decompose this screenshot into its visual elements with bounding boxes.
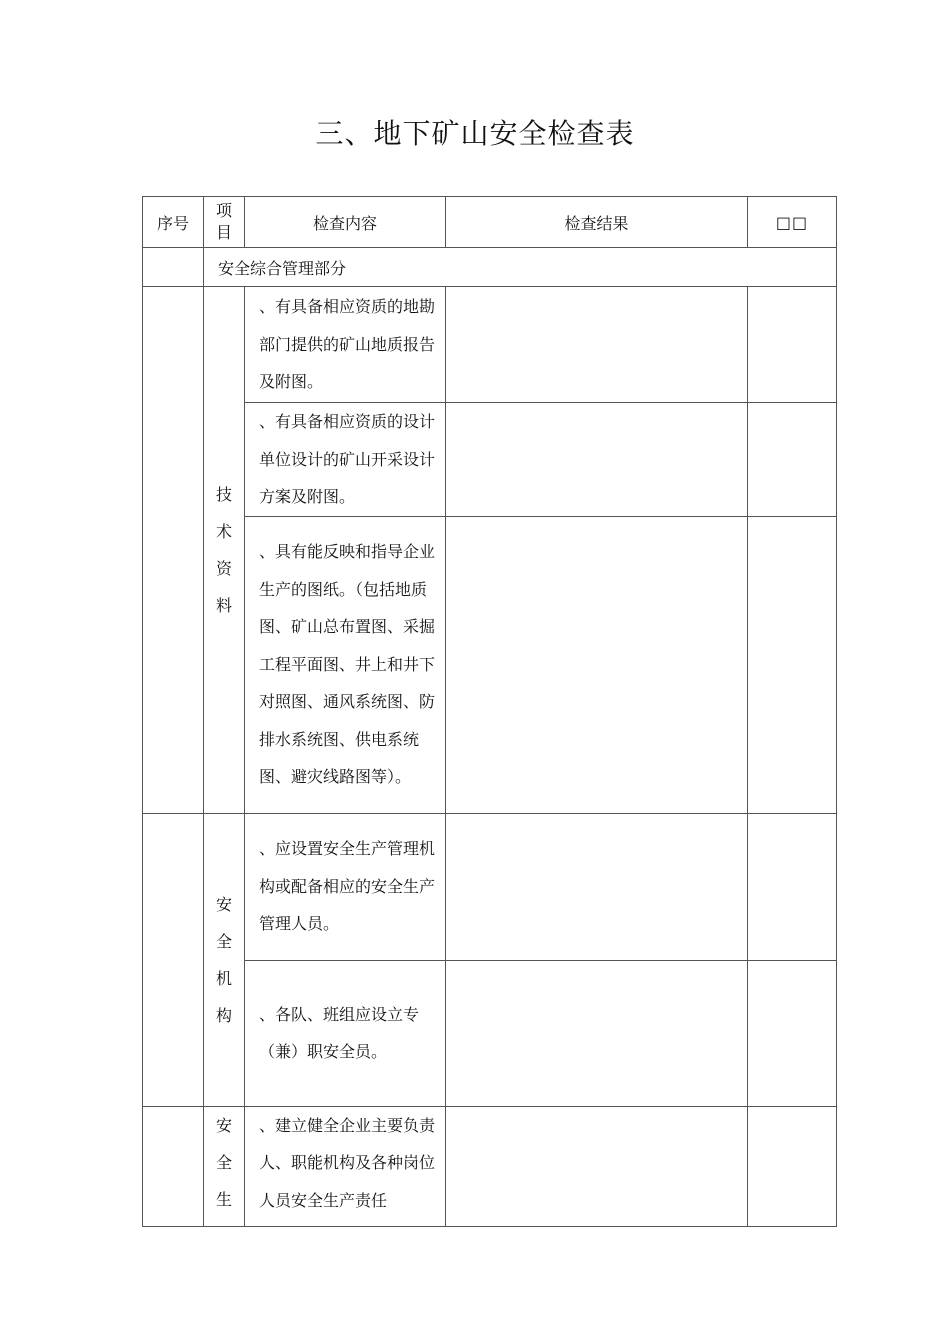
safety-checklist-table [142,196,837,1227]
section-row [143,248,837,287]
check-result-cell[interactable] [446,403,748,517]
group-no-cell [143,1106,204,1226]
check-result-cell[interactable] [446,1106,748,1226]
check-content: 、具有能反映和指导企业生产的图纸。（包括地质图、矿山总布置图、采掘工程平面图、井上和井下对照图、通风系统图、防排水系统图、供电系统图、避灾线路图等）。 [245,516,446,813]
mark-cell[interactable] [748,516,837,813]
mark-cell[interactable] [748,403,837,517]
table-row [143,960,837,1106]
checkbox-icon: □□ [775,212,809,232]
table-row [143,287,837,403]
group-no-cell [143,287,204,814]
check-result-cell[interactable] [446,287,748,403]
check-content: 、建立健全企业主要负责人、职能机构及各种岗位人员安全生产责任 [245,1106,446,1226]
mark-cell[interactable] [748,960,837,1106]
table-row [143,516,837,813]
section-no-cell [143,248,204,287]
header-content: 检查内容 [245,197,446,248]
check-content: 、有具备相应资质的地勘部门提供的矿山地质报告及附图。 [245,287,446,403]
mark-cell[interactable] [748,813,837,960]
header-no: 序号 [143,197,204,248]
check-content: 、各队、班组应设立专（兼）职安全员。 [245,960,446,1106]
header-item: 项 目 [204,197,245,248]
table-row [143,1106,837,1226]
section-title: 安全综合管理部分 [204,248,837,287]
table-row [143,813,837,960]
check-result-cell[interactable] [446,960,748,1106]
table-header-row [143,197,837,248]
check-content: 、有具备相应资质的设计单位设计的矿山开采设计方案及附图。 [245,403,446,517]
check-result-cell[interactable] [446,516,748,813]
category-safety-production: 安 全 生 [204,1106,245,1226]
page-title: 三、地下矿山安全检查表 [315,117,635,150]
category-technical-data: 技 术 资 料 [204,287,245,814]
category-safety-organization: 安 全 机 构 [204,813,245,1106]
check-result-cell[interactable] [446,813,748,960]
mark-cell[interactable] [748,1106,837,1226]
mark-cell[interactable] [748,287,837,403]
header-result: 检查结果 [446,197,748,248]
group-no-cell [143,813,204,1106]
header-mark [748,197,837,248]
check-content: 、应设置安全生产管理机构或配备相应的安全生产管理人员。 [245,813,446,960]
table-row [143,403,837,517]
